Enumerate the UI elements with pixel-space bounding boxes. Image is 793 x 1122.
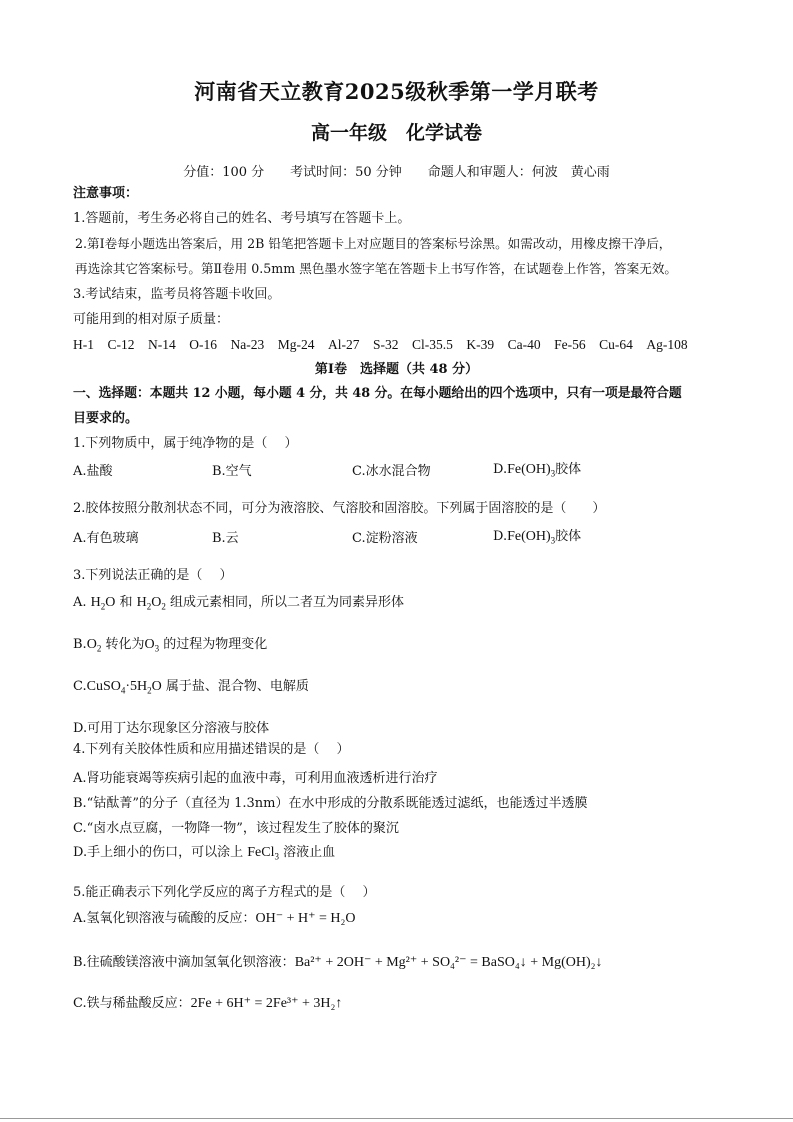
q5-stem: 5.能正确表示下列化学反应的离子方程式的是（ ） xyxy=(73,885,376,900)
q4-option-a[interactable]: A.肾功能衰竭等疾病引起的血液中毒，可利用血液透析进行治疗 xyxy=(73,771,438,786)
q5-option-c[interactable]: C.铁与稀盐酸反应：2Fe + 6H⁺ = 2Fe³⁺ + 3H₂↑ xyxy=(73,996,343,1011)
q5-b-equation: Ba²⁺ + 2OH⁻ + Mg²⁺ + SO₄²⁻ = BaSO₄↓ + Mg(OH)₂↓ xyxy=(294,955,603,970)
exam-subtitle: 高一年级 化学试卷 xyxy=(310,122,482,144)
q2-option-b[interactable]: B.云 xyxy=(212,531,239,546)
q3-option-a[interactable]: A. $H_2O$ 和 $H_2O_2$ 组成元素相同，所以二者互为同素异形体 xyxy=(73,595,405,612)
q5-c-equation: 2Fe + 6H⁺ = 2Fe³⁺ + 3H₂↑ xyxy=(190,996,343,1011)
q2-option-c[interactable]: C.淀粉溶液 xyxy=(352,531,418,546)
exam-meta: 分值：100 分 考试时间：50 分钟 命题人和审题人：何波 黄心雨 xyxy=(183,165,610,180)
atomic-mass-values: H-1 C-12 N-14 O-16 Na-23 Mg-24 Al-27 S-32 Cl-35.5 K-39 Ca-40 Fe-56 Cu-64 Ag-108 xyxy=(73,337,688,352)
q1-option-d[interactable]: $D.Fe(OH)_3$胶体 xyxy=(493,462,582,479)
page-bottom-divider xyxy=(0,1118,793,1119)
q2-stem: 2.胶体按照分散剂状态不同，可分为液溶胶、气溶胶和固溶胶。下列属于固溶胶的是（ ） xyxy=(73,501,606,516)
exam-title: 河南省天立教育2025级秋季第一学月联考 xyxy=(194,79,599,104)
q2-option-d[interactable]: $D.Fe(OH)_3$胶体 xyxy=(493,529,582,546)
q5-a-equation: OH⁻ + H⁺ = H₂O xyxy=(255,911,356,926)
note-1: 1.答题前，考生务必将自己的姓名、考号填写在答题卡上。 xyxy=(73,211,411,226)
q1-option-c[interactable]: C.冰水混合物 xyxy=(352,464,431,479)
q1-option-a[interactable]: A.盐酸 xyxy=(73,464,113,479)
q3-option-c[interactable]: $C.CuSO_4\cdot 5H_2O$ 属于盐、混合物、电解质 xyxy=(73,679,309,696)
q5-option-b[interactable]: B.往硫酸镁溶液中滴加氢氧化钡溶液：Ba²⁺ + 2OH⁻ + Mg²⁺ + SO₄²⁻ = BaSO₄↓ + Mg(OH)₂↓ xyxy=(73,955,603,970)
section-instruction-b: 目要求的。 xyxy=(73,411,139,426)
q4-stem: 4.下列有关胶体性质和应用描述错误的是（ ） xyxy=(73,742,350,757)
q3-stem: 3.下列说法正确的是（ ） xyxy=(73,568,233,583)
notes-heading: 注意事项： xyxy=(73,186,139,201)
q4-option-d[interactable]: D.手上细小的伤口，可以涂上 FeCl$_3$ 溶液止血 xyxy=(73,845,336,862)
q3-option-b[interactable]: $B.O_2$ 转化为$O_3$ 的过程为物理变化 xyxy=(73,637,268,654)
note-2b: 再选涂其它答案标号。第Ⅱ卷用 0.5mm 黑色墨水签字笔在答题卡上书写作答，在试题卷上作答，答案无效。 xyxy=(75,261,678,276)
q5-option-a[interactable]: A.氢氧化钡溶液与硫酸的反应：OH⁻ + H⁺ = H₂O xyxy=(73,911,356,926)
q2-option-a[interactable]: A.有色玻璃 xyxy=(73,531,139,546)
q4-option-b[interactable]: B.“钴酞菁”的分子（直径为 1.3nm）在水中形成的分散系既能透过滤纸，也能透过半透膜 xyxy=(73,796,588,811)
note-3: 3.考试结束，监考员将答题卡收回。 xyxy=(73,287,281,302)
note-2a: 2.第Ⅰ卷每小题选出答案后，用 2B 铅笔把答题卡上对应题目的答案标号涂黑。如需改动，用橡皮擦干净后， xyxy=(75,236,672,251)
q3-option-d[interactable]: D.可用丁达尔现象区分溶液与胶体 xyxy=(73,721,270,736)
q1-option-b[interactable]: B.空气 xyxy=(212,464,252,479)
q1-stem: 1.下列物质中，属于纯净物的是（ ） xyxy=(73,436,298,451)
atomic-mass-label: 可能用到的相对原子质量： xyxy=(73,312,230,327)
q4-option-c[interactable]: C.“卤水点豆腐，一物降一物”，该过程发生了胶体的聚沉 xyxy=(73,821,399,836)
section-instruction-a: 一、选择题：本题共 12 小题，每小题 4 分，共 48 分。在每小题给出的四个选项中，只有一项是最符合题 xyxy=(73,386,682,401)
section-title: 第Ⅰ卷 选择题（共 48 分） xyxy=(314,362,479,377)
